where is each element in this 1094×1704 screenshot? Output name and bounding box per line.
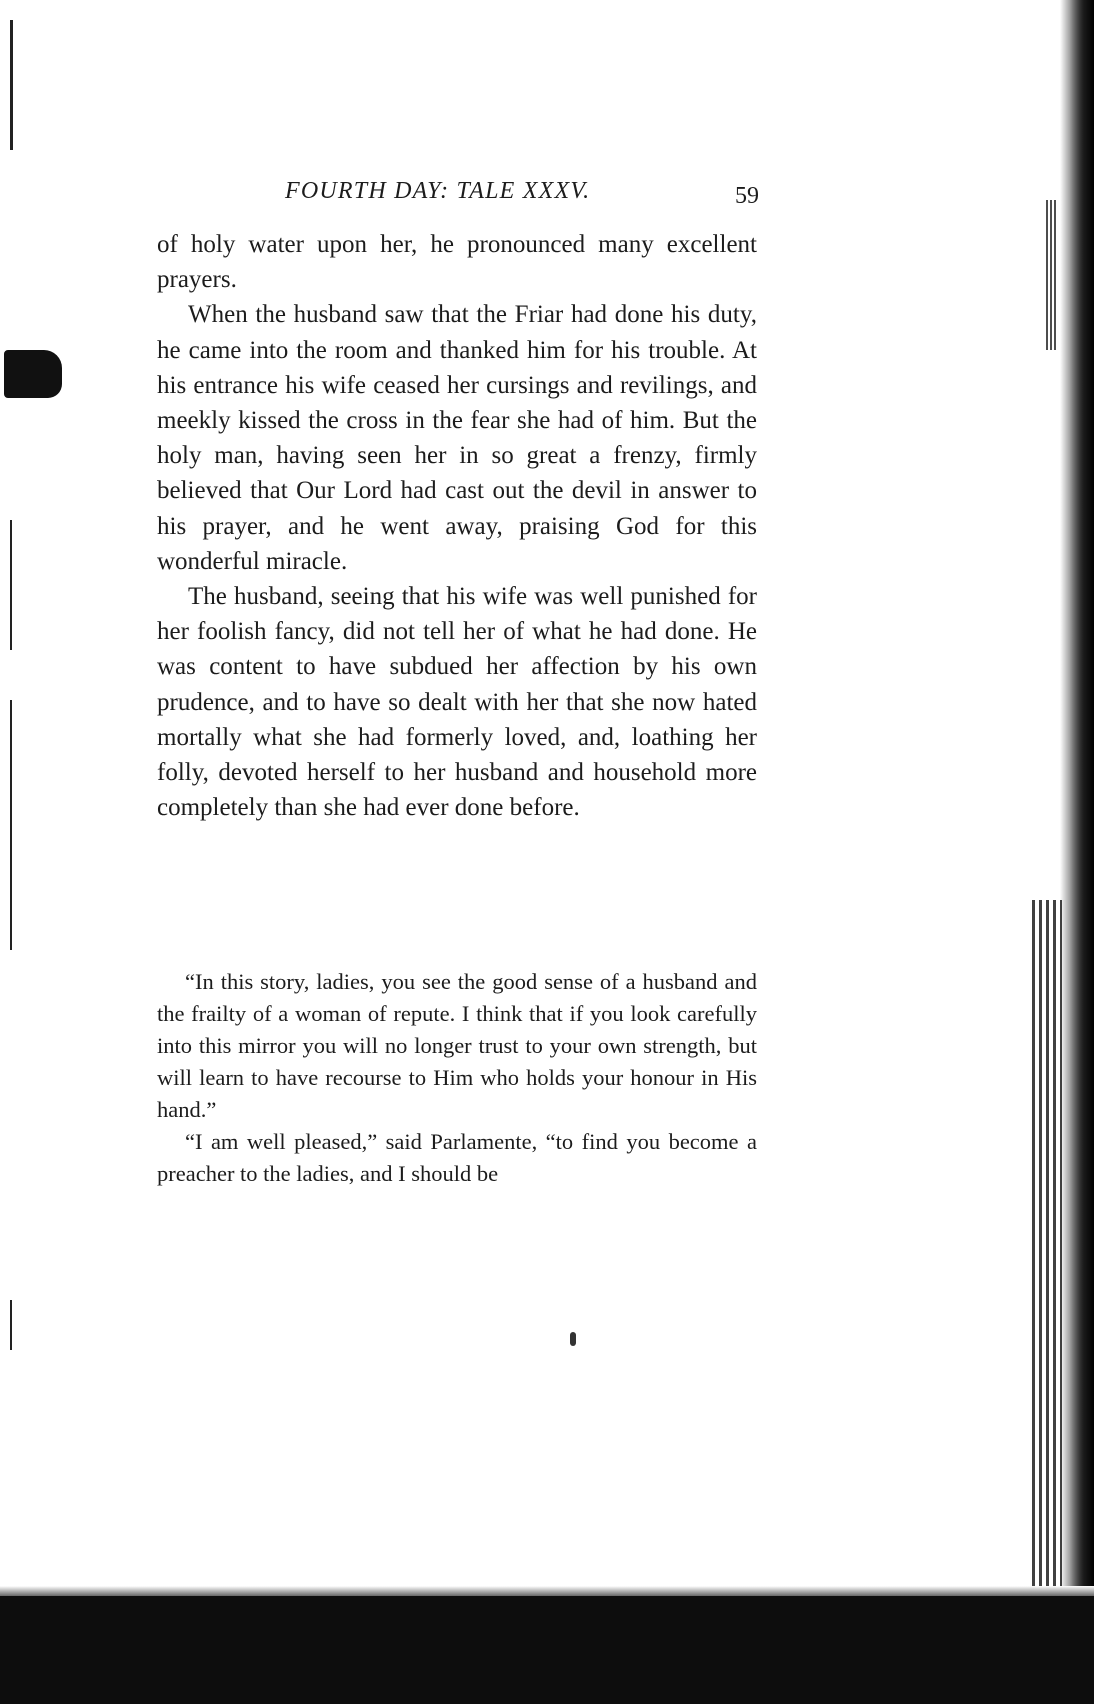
paragraph-continued: of holy water upon her, he pronounced many excellent prayers.: [157, 231, 757, 294]
page-number: 59: [735, 183, 759, 209]
scan-right-shadow: [1060, 0, 1094, 1600]
discussion-text: [157, 966, 757, 1190]
scan-left-mark: [10, 1300, 12, 1350]
scan-bottom-edge: [0, 1596, 1094, 1704]
scan-left-mark: [10, 700, 12, 950]
scan-left-mark: [10, 520, 12, 650]
discussion-paragraph: “I am well pleased,” said Parlamente, “to find you become a preacher to the ladies, and I should be: [157, 1129, 757, 1186]
scan-left-mark: [10, 20, 13, 150]
paragraph: The husband, seeing that his wife was well punished for her foolish fancy, did not tell her of what he had done. He was content to have subdued her affection by his own prudence, and to have so dealt with her that she now hated mortally what she had formerly loved, and, loathing her folly, devoted herself to her husband and household more completely than she had ever done before.: [157, 583, 757, 822]
discussion-paragraph: “In this story, ladies, you see the good sense of a husband and the frailty of a woman of repute. I think that if you look carefully into this mirror you will no longer trust to your own strength, but will learn to have recourse to Him who holds your honour in His hand.”: [157, 969, 757, 1122]
paragraph: When the husband saw that the Friar had done his duty, he came into the room and thanked him for his trouble. At his entrance his wife ceased her cursings and revilings, and meekly kissed the cross in the fear she had of him. But the holy man, having seen her in so great a frenzy, firmly believed that Our Lord had cast out the devil in answer to his prayer, and he went away, praising God for this wonderful miracle.: [157, 301, 757, 575]
ink-mark: [570, 1332, 576, 1346]
main-text: [157, 227, 757, 825]
scan-left-blot: [4, 350, 62, 398]
scan-right-streak: [1046, 200, 1056, 350]
running-head: FOURTH DAY: TALE XXXV.: [285, 178, 591, 204]
scan-right-streak-lower: [1032, 900, 1062, 1600]
